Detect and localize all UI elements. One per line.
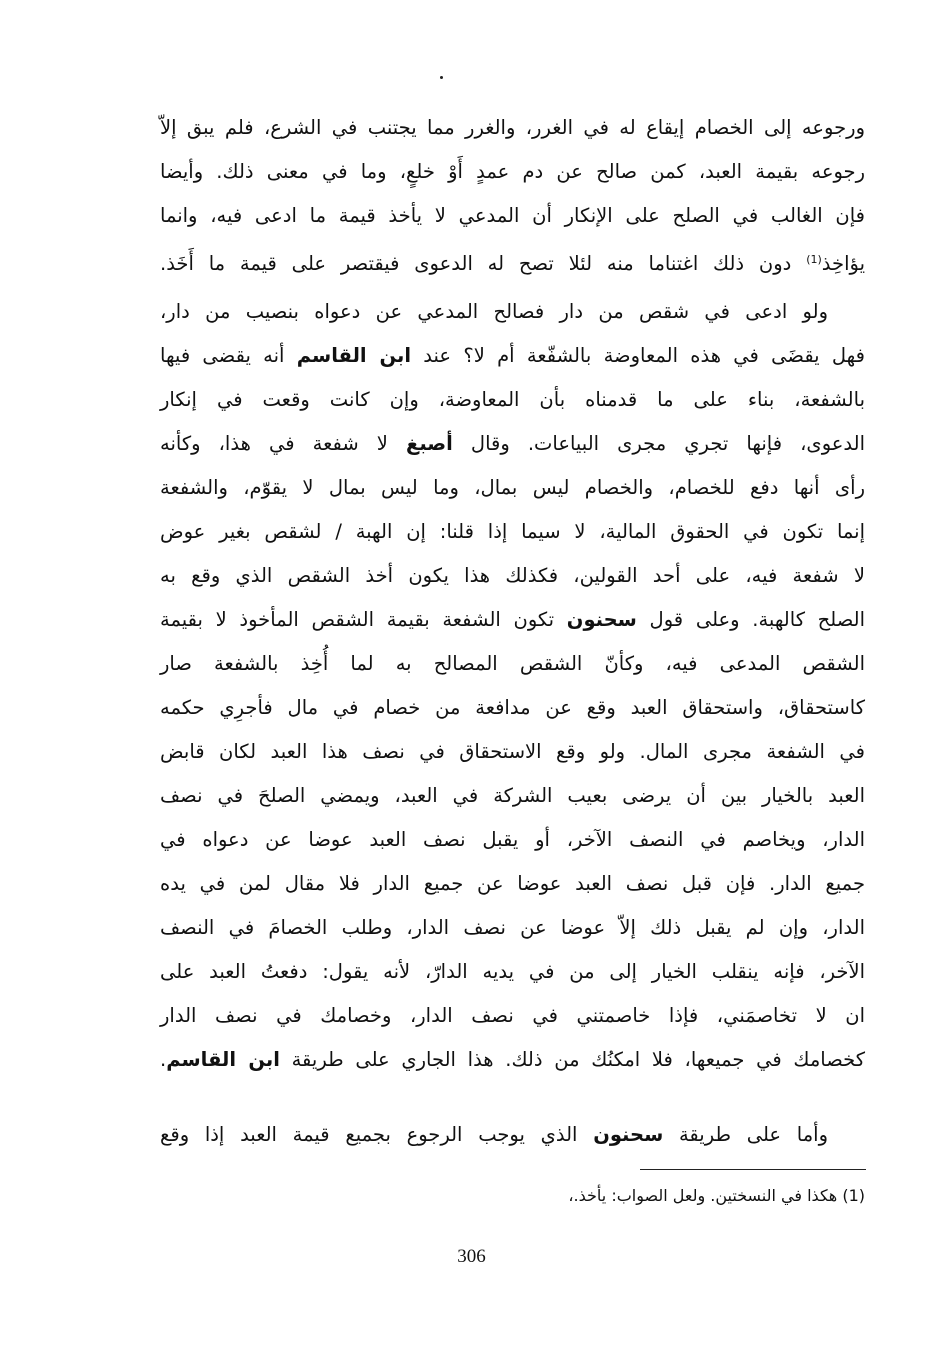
text-line <box>160 429 865 459</box>
text-segment: الشقص المدعى فيه، وكأنّ الشقص المصالح به لما أُخِذ بالشفعة صار <box>160 652 865 675</box>
text-line <box>160 201 865 231</box>
text-line <box>160 693 865 723</box>
text-segment: ولو ادعى في شقص من دار فصالح المدعي عن دعواه بنصيب من دار، <box>160 300 828 323</box>
text-segment: وأما على طريقة <box>663 1123 828 1146</box>
text-line <box>160 1045 865 1075</box>
bold-name: ابن القاسم <box>296 344 412 367</box>
text-segment: العبد بالخيار بين أن يرضى بعيب الشركة في العبد، ويمضي الصلحَ في نصف <box>160 784 865 807</box>
text-segment: كخصامك في جميعها، فلا امكنُك من ذلك. هذا الجاري على طريقة <box>279 1048 865 1071</box>
text-segment: بالشفعة، بناء على ما قدمناه بأن المعاوضة، وإن كانت وقعت في إنكار <box>160 388 865 411</box>
text-line <box>160 869 865 899</box>
text-segment: كاستحقاق، واستحقاق العبد وقع عن مدافعة من خصام في مال فأجرِي حكمه <box>160 696 865 719</box>
text-line <box>160 825 865 855</box>
text-line <box>160 781 865 811</box>
text-line <box>160 157 865 187</box>
page-number: 306 <box>457 1246 486 1267</box>
text-segment: . <box>160 1048 167 1071</box>
bold-name: سحنون <box>566 608 637 631</box>
text-segment: فإن الغالب في الصلح على الإنكار أن المدعي لا يأخذ قيمة ما ادعى فيه، وانما <box>160 204 865 227</box>
text-segment: دون ذلك اغتناما منه لئلا تصح له الدعوى فيقتصر على قيمة ما أَخَذ. <box>160 252 807 275</box>
text-line <box>160 649 865 679</box>
text-segment: رأى أنها دفع للخصام، والخصام ليس بمال، وما ليس بمال لا يقوّم، والشفعة <box>160 476 865 499</box>
text-line <box>160 605 865 635</box>
text-segment: أنه يقضى فيها <box>160 344 297 367</box>
footnote-marker: (1) <box>806 253 822 266</box>
text-segment: تكون الشفعة بقيمة الشقص المأخوذ لا بقيمة <box>160 608 567 631</box>
text-line <box>160 517 865 547</box>
text-line <box>160 245 865 279</box>
text-line <box>160 913 865 943</box>
text-segment: الذي يوجب الرجوع بجميع قيمة العبد إذا وقع <box>160 1123 594 1146</box>
text-segment: في الشفعة مجرى المال. ولو وقع الاستحقاق في نصف هذا العبد لكان قابض <box>160 740 865 763</box>
footnote-separator <box>640 1169 866 1170</box>
text-segment: لا شفعة فيه، على أحد القولين، فكذلك هذا يكون أخذ الشقص الذي وقع به <box>160 564 865 587</box>
text-line <box>160 561 865 591</box>
bold-name: ابن القاسم <box>166 1048 280 1071</box>
text-line <box>160 957 865 987</box>
text-segment: الدار، وإن لم يقبل ذلك إلاّ عوضا عن نصف الدار، وطلب الخصامَ في النصف <box>160 916 865 939</box>
text-segment: فهل يقضَى في هذه المعاوضة بالشفّعة أم لا؟ عند <box>411 344 865 367</box>
bold-name: سحنون <box>593 1123 664 1146</box>
text-segment: إنما تكون في الحقوق المالية، لا سيما إذا قلنا: إن الهبة / لشقص بغير عوض <box>160 520 865 543</box>
text-segment: الدار، ويخاصم في النصف الآخر، أو يقبل نصف العبد عوضا عن دعواه في <box>160 828 865 851</box>
text-segment: رجوعه بقيمة العبد، كمن صالح عن دم عمدٍ أَوْ خلعٍ، وما في معنى ذلك. وأيضا <box>160 160 865 183</box>
scan-dot <box>440 76 443 79</box>
text-segment: الصلح كالهبة. وعلى قول <box>636 608 865 631</box>
text-segment: جميع الدار. فإن قبل نصف العبد عوضا عن جميع الدار فلا مقال لمن في يده <box>160 872 865 895</box>
text-segment: ورجوعه إلى الخصام إيقاع له في الغرر، والغرر مما يجتنب في الشرع، فلم يبق إلاّ <box>160 116 865 139</box>
text-line <box>160 385 865 415</box>
text-segment: الدعوى، فإنها تجري مجرى البياعات. وقال <box>452 432 866 455</box>
bold-name: أصبغ <box>406 432 453 455</box>
text-segment: لا شفعة في هذا، وكأنه <box>160 432 406 455</box>
text-line <box>160 737 865 767</box>
text-segment: يؤاخِذ <box>821 252 865 275</box>
text-line <box>160 341 865 371</box>
text-line <box>160 473 865 503</box>
text-line <box>160 1001 865 1031</box>
footnote-1: (1) هكذا في النسختين. ولعل الصواب: يأخذ.، <box>568 1186 865 1205</box>
text-line <box>160 113 865 143</box>
text-segment: ان لا تخاصمَني، فإذا خاصمتني في نصف الدار، وخصامك في نصف الدار <box>160 1004 865 1027</box>
text-segment: الآخر، فإنه ينقلب الخيار إلى من في يديه الدارّ، لأنه يقول: دفعتُ العبد على <box>160 960 865 983</box>
text-line <box>160 1120 828 1150</box>
text-line <box>160 297 828 327</box>
